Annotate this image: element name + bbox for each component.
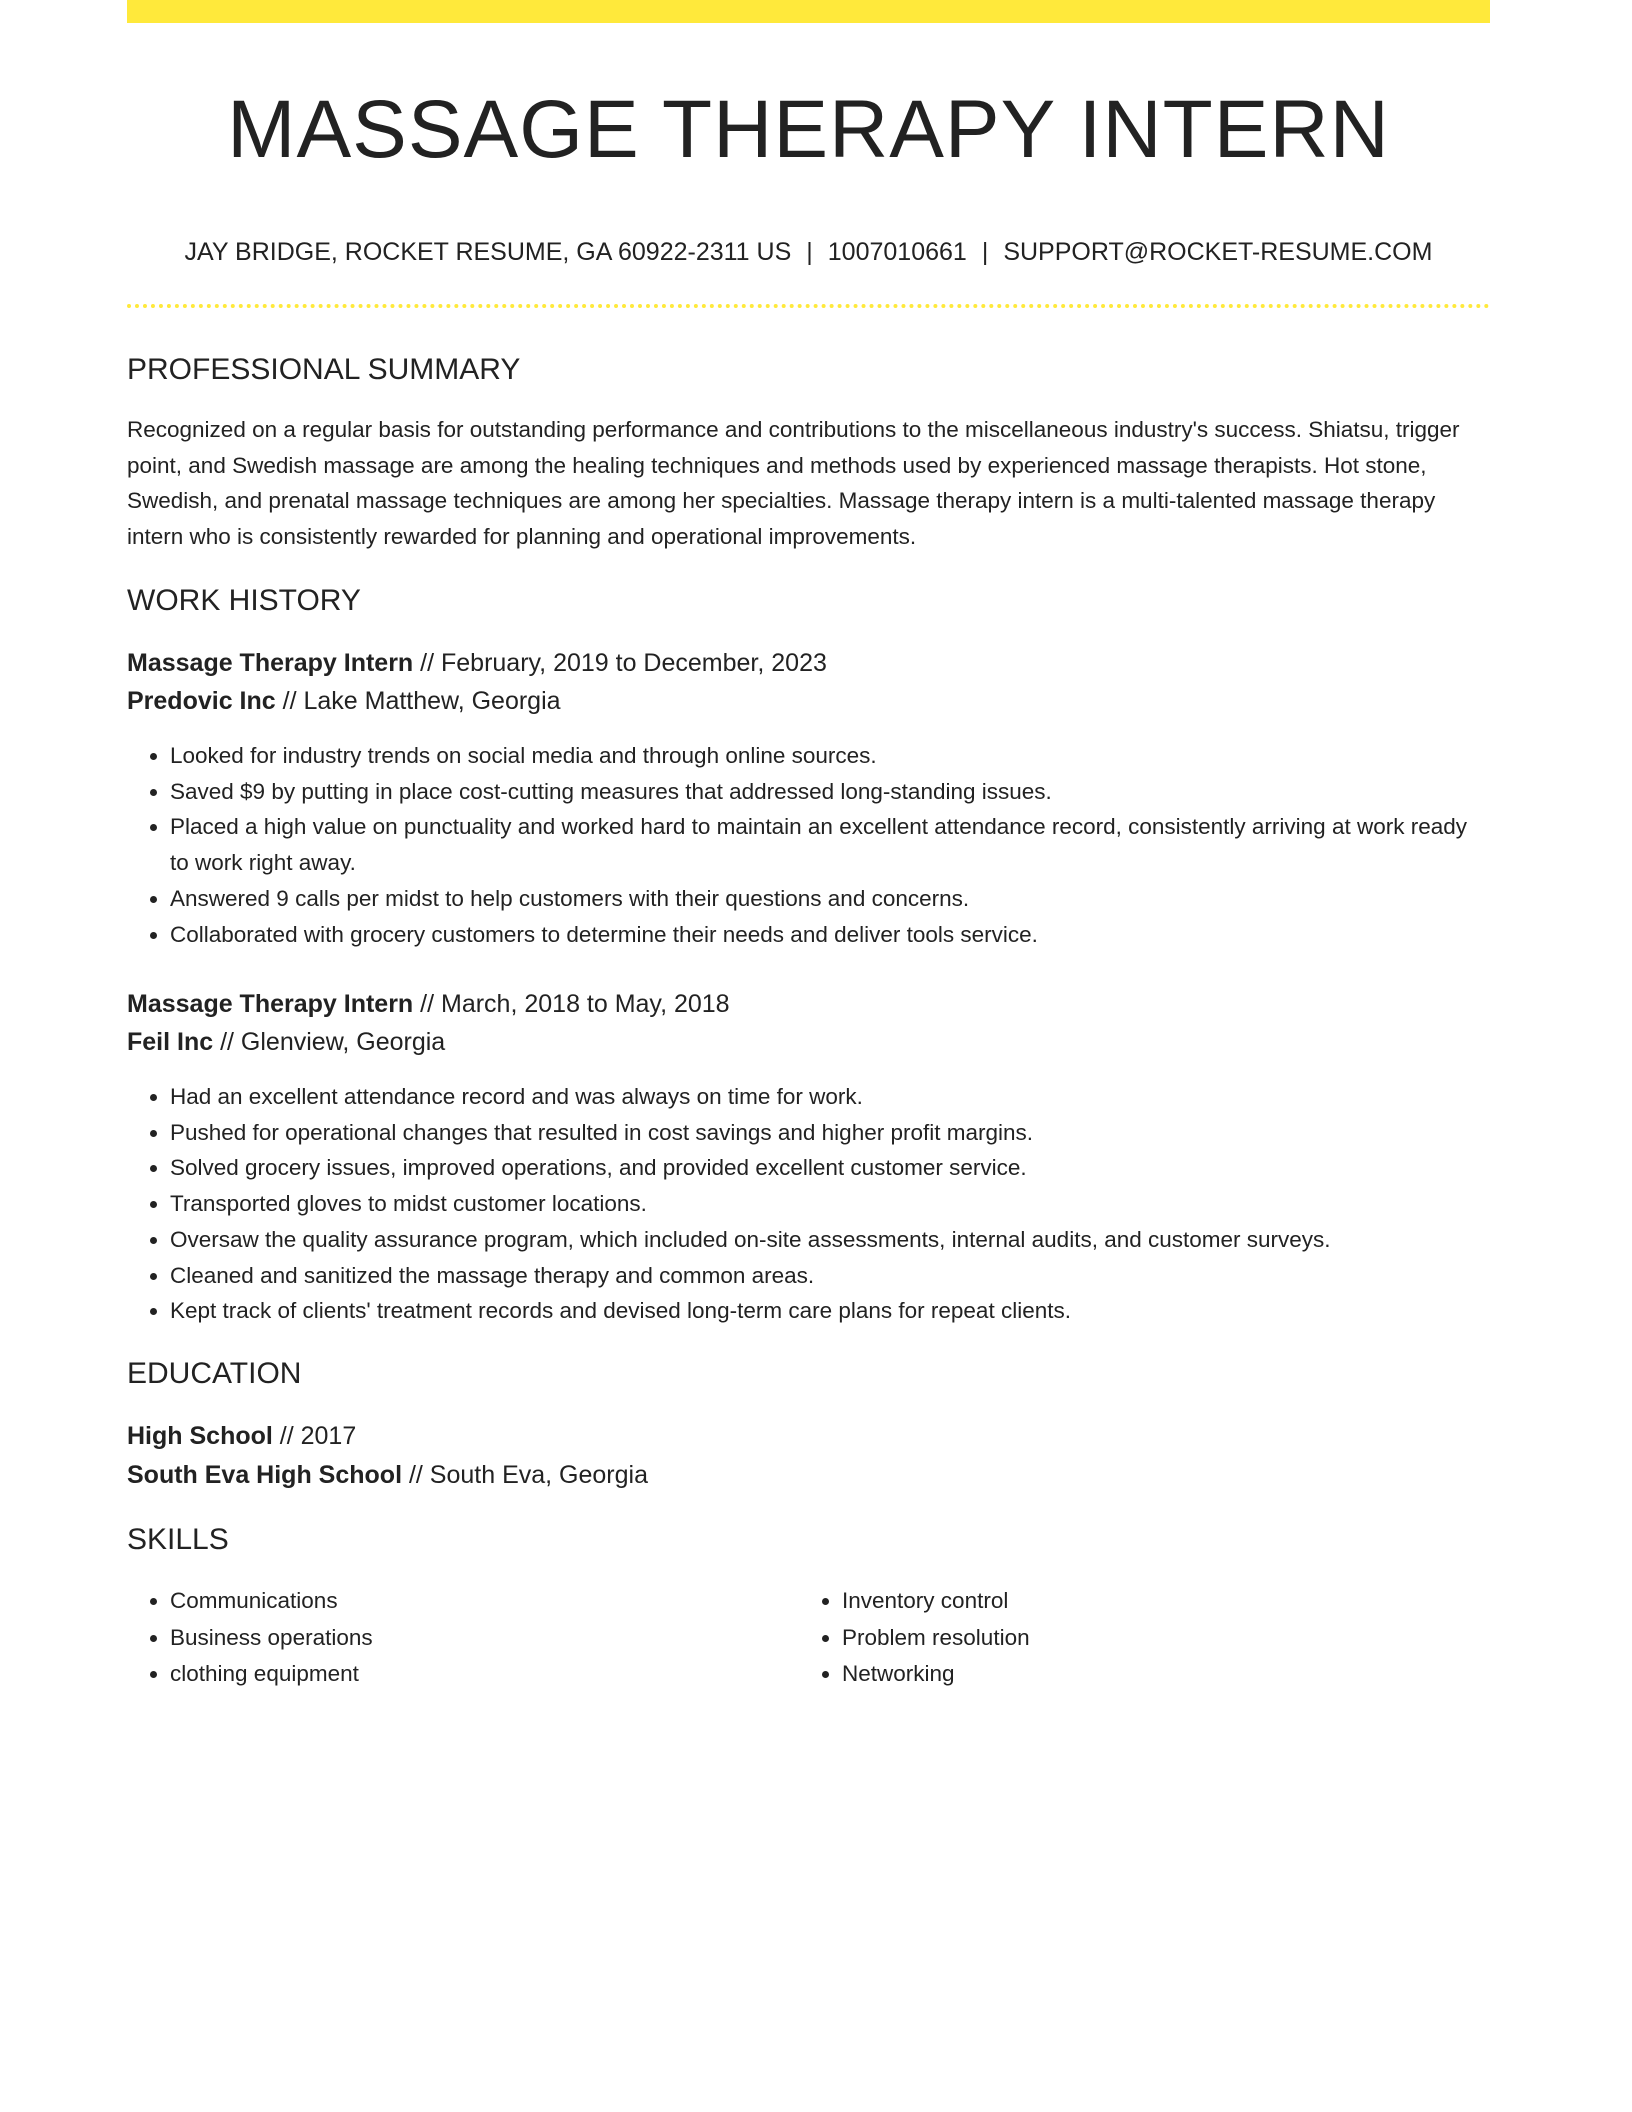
job-title-line	[127, 987, 730, 1021]
work-history-heading: WORK HISTORY	[127, 584, 361, 617]
contact-email[interactable]: SUPPORT@ROCKET-RESUME.COM	[1003, 238, 1433, 266]
list-item: • Transported gloves to midst customer locations.	[170, 1186, 1490, 1222]
skills-list-right	[799, 1583, 1472, 1693]
contact-address: JAY BRIDGE, ROCKET RESUME, GA 60922-2311 US	[184, 238, 792, 266]
education-degree: High School	[127, 1422, 273, 1450]
job-bullets	[127, 738, 1490, 952]
education-school: South Eva High School	[127, 1461, 403, 1489]
contact-separator: |	[806, 238, 813, 266]
list-item: • Answered 9 calls per midst to help customers with their questions and concerns.	[170, 881, 1490, 917]
page-title: MASSAGE THERAPY INTERN	[227, 84, 1390, 175]
job-bullets	[127, 1079, 1490, 1329]
top-accent-bar	[127, 0, 1490, 23]
contact-separator: |	[981, 238, 989, 266]
job-dates: // March, 2018 to May, 2018	[413, 990, 730, 1018]
summary-heading: PROFESSIONAL SUMMARY	[127, 353, 521, 386]
job-company: Feil Inc	[127, 1028, 214, 1056]
job-location: // Lake Matthew, Georgia	[275, 687, 561, 715]
job-location: // Glenview, Georgia	[213, 1028, 446, 1056]
list-item: • Looked for industry trends on social media and through online sources.	[170, 738, 1490, 774]
list-item: • Kept track of clients' treatment records and devised long-term care plans for repeat clients.	[170, 1293, 1490, 1329]
education-heading: EDUCATION	[127, 1357, 302, 1390]
list-item: • Pushed for operational changes that resulted in cost savings and higher profit margins.	[170, 1115, 1490, 1151]
list-item: • Had an excellent attendance record and was always on time for work.	[170, 1079, 1490, 1115]
job-title: Massage Therapy Intern	[127, 649, 414, 677]
job-title: Massage Therapy Intern	[127, 990, 414, 1018]
list-item: • Oversaw the quality assurance program, which included on-site assessments, internal audits, and customer surveys.	[170, 1222, 1490, 1258]
summary-text: Recognized on a regular basis for outstanding performance and contributions to the miscellaneous industry's success. Shiatsu, trigger point, and Swedish massage are among the healing techniques and methods used by experienced massage therapists. Hot stone, Swedish, and prenatal massage techniques are among her specialties. Massage therapy intern is a multi-talented massage therapy intern who is consistently rewarded for planning and operational improvements.	[127, 417, 1460, 550]
education-location: // South Eva, Georgia	[402, 1461, 648, 1489]
contact-phone: 1007010661	[827, 238, 967, 266]
job-company: Predovic Inc	[127, 687, 276, 715]
education-degree-line	[127, 1419, 356, 1453]
skill-item: • Problem resolution	[842, 1620, 1472, 1657]
job-company-line	[127, 684, 561, 718]
skill-item: • Networking	[842, 1656, 1472, 1693]
skills-heading: SKILLS	[127, 1523, 229, 1556]
skill-item: • Inventory control	[842, 1583, 1472, 1620]
skill-item: • clothing equipment	[170, 1656, 800, 1693]
skills-list-left	[127, 1583, 800, 1693]
list-item: • Placed a high value on punctuality and worked hard to maintain an excellent attendance record, consistently arriving at work ready to work right away.	[170, 809, 1490, 880]
list-item: • Solved grocery issues, improved operations, and provided excellent customer service.	[170, 1150, 1490, 1186]
list-item: • Saved $9 by putting in place cost-cutting measures that addressed long-standing issues.	[170, 774, 1490, 810]
skill-item: • Communications	[170, 1583, 800, 1620]
contact-line	[127, 236, 1490, 268]
education-year: // 2017	[272, 1422, 357, 1450]
education-school-line	[127, 1458, 648, 1492]
list-item: • Collaborated with grocery customers to determine their needs and deliver tools service.	[170, 917, 1490, 953]
dotted-divider	[127, 304, 1490, 308]
job-company-line	[127, 1025, 445, 1059]
skill-item: • Business operations	[170, 1620, 800, 1657]
job-dates: // February, 2019 to December, 2023	[413, 649, 827, 677]
list-item: • Cleaned and sanitized the massage therapy and common areas.	[170, 1258, 1490, 1294]
job-title-line	[127, 646, 827, 680]
